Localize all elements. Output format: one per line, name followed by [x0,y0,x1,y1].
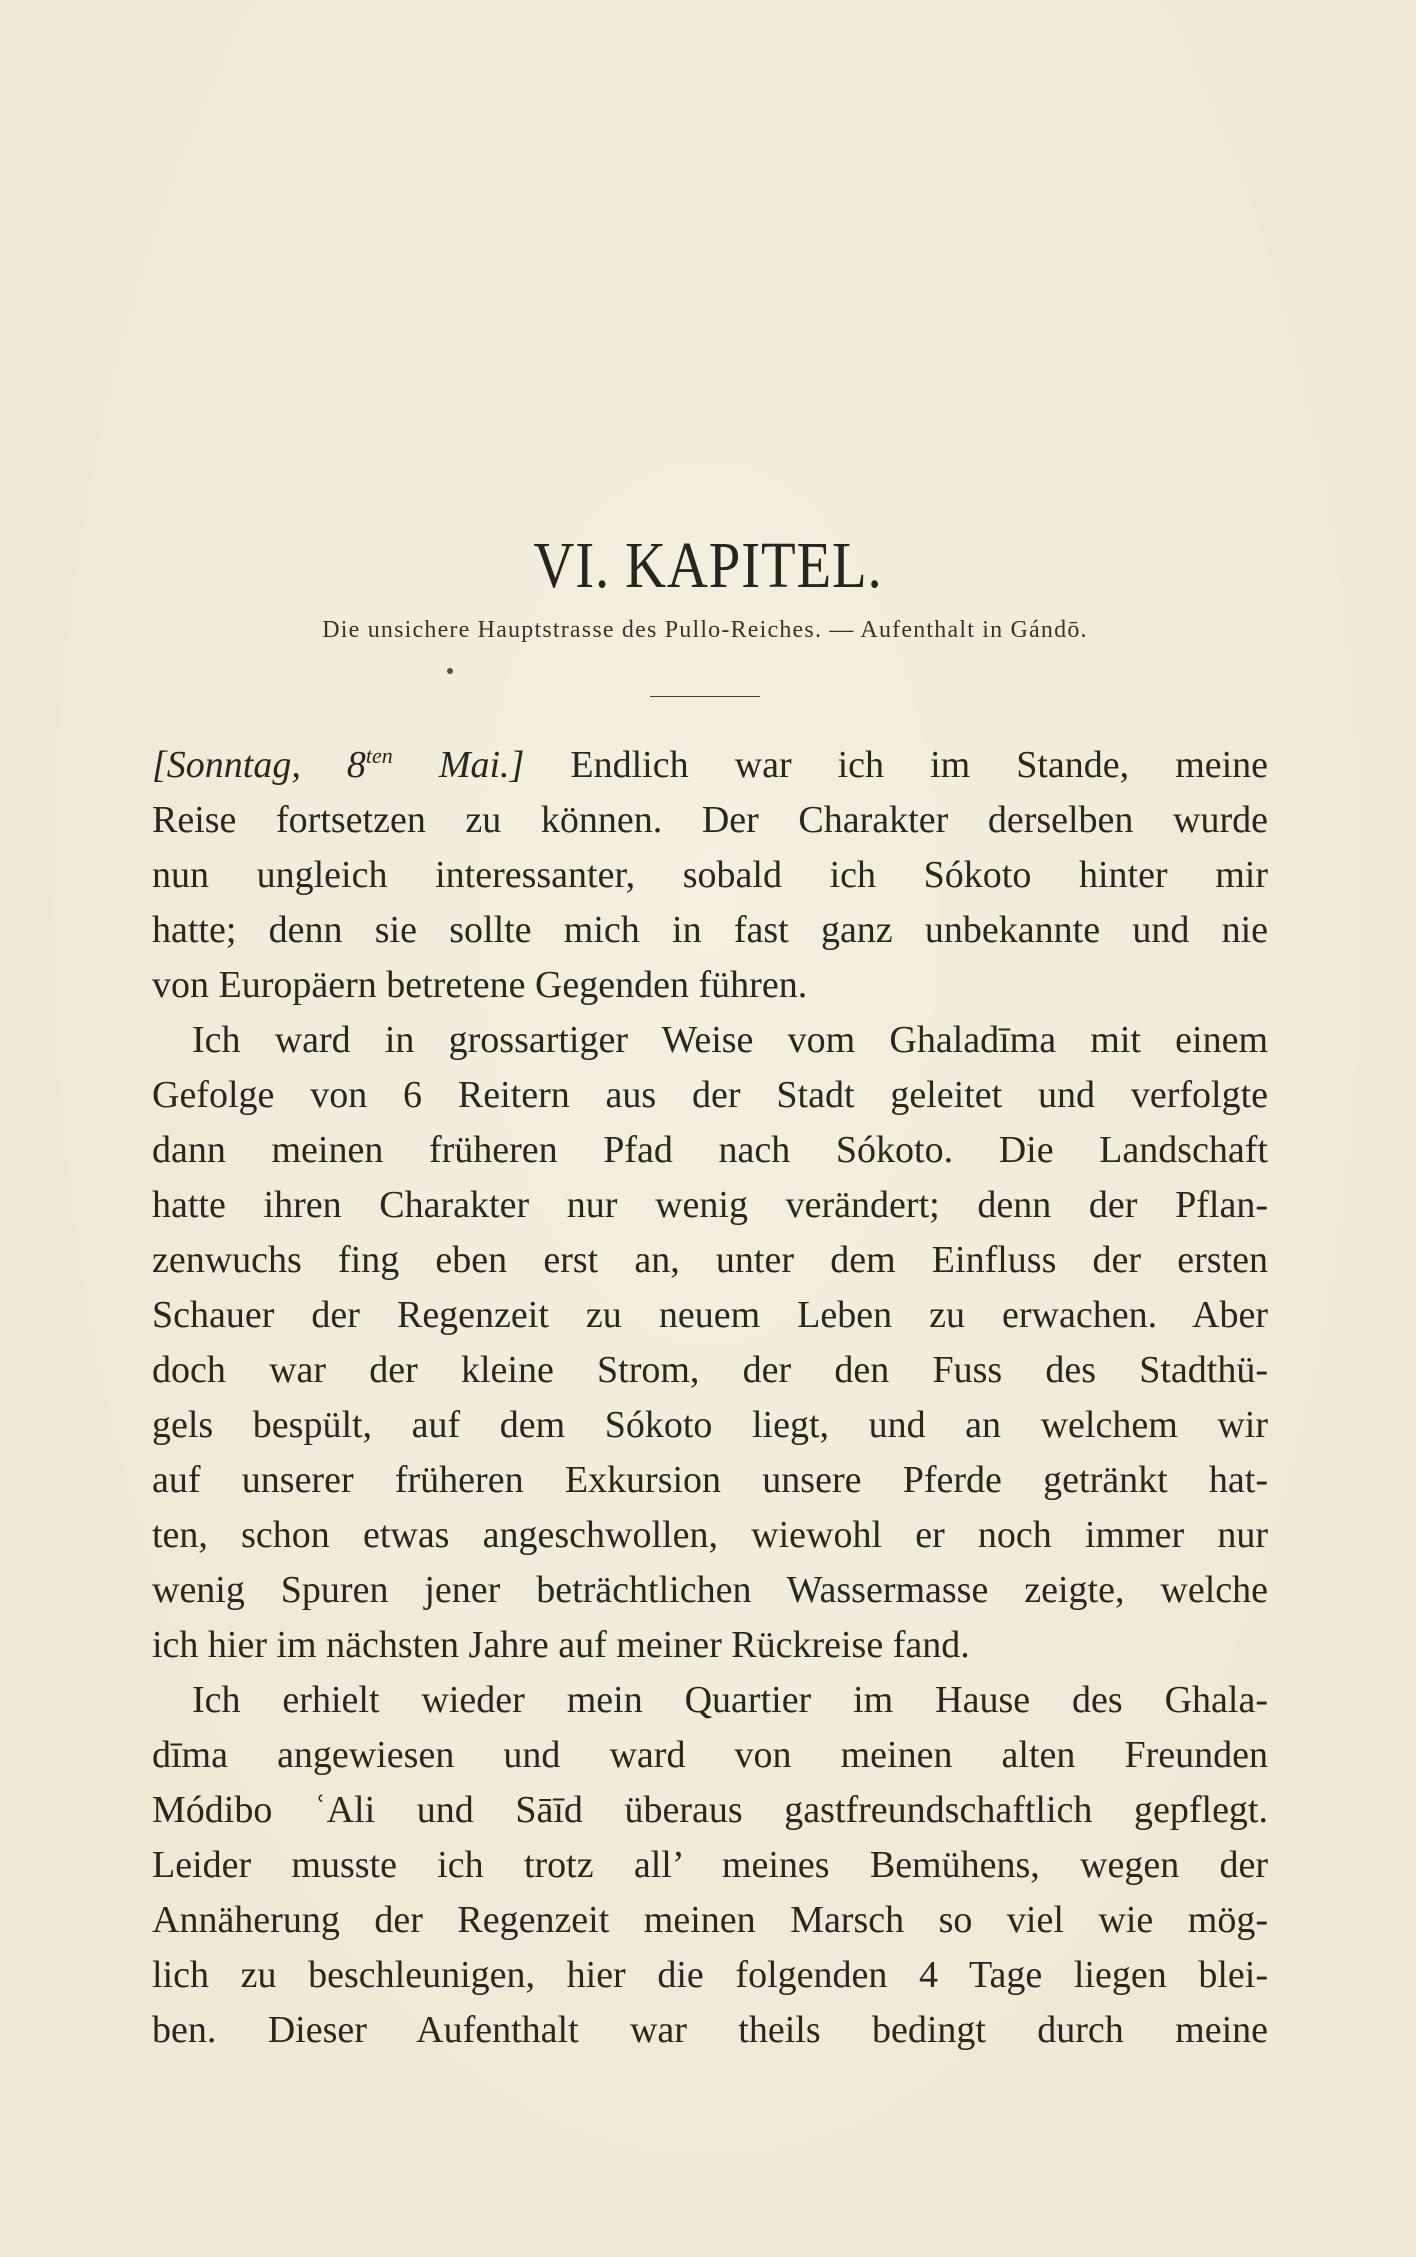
date-note: [Sonntag, $8^{ten}$ Mai.] [152,743,525,786]
section-rule [650,696,760,697]
text-line: dīma angewiesen und ward von meinen alten Freunden [152,1734,1268,1776]
text-line: Ich erhielt wieder mein Quartier im Hause des Ghala- [192,1679,1268,1721]
text-line: wenig Spuren jener beträchtlichen Wassermasse zeigte, welche [152,1569,1268,1611]
text-line: Reise fortsetzen zu können. Der Charakter derselben wurde [152,799,1268,841]
text-line: gels bespült, auf dem Sókoto liegt, und an welchem wir [152,1404,1268,1446]
chapter-title: VI. KAPITEL. [533,529,883,602]
text-line: doch war der kleine Strom, der den Fuss des Stadthü- [152,1349,1268,1391]
ink-speck [447,668,453,674]
text-line: [Sonntag, $8^{ten}$ Mai.] Endlich war ich im Stande, meine [152,743,1269,786]
text-line: Gefolge von 6 Reitern aus der Stadt geleitet und verfolgte [152,1074,1268,1116]
text-line: ben. Dieser Aufenthalt war theils bedingt durch meine [152,2009,1268,2051]
text-line: zenwuchs fing eben erst an, unter dem Einfluss der ersten [152,1239,1268,1281]
text-line: Ich ward in grossartiger Weise vom Ghaladīma mit einem [192,1019,1268,1061]
text-line: von Europäern betretene Gegenden führen. [152,964,808,1006]
text-line: Annäherung der Regenzeit meinen Marsch so viel wie mög- [152,1899,1268,1941]
text-line: hatte ihren Charakter nur wenig verändert; denn der Pflan- [152,1184,1268,1226]
text-line: Módibo ʿAli und Sāīd überaus gastfreundschaftlich gepflegt. [152,1789,1268,1831]
body-text [152,738,1268,2058]
chapter-subtitle: Die unsichere Hauptstrasse des Pullo-Reiches. — Aufenthalt in Gándō. [322,617,1088,643]
text-line: nun ungleich interessanter, sobald ich Sókoto hinter mir [152,854,1268,896]
text-line: Schauer der Regenzeit zu neuem Leben zu erwachen. Aber [152,1294,1268,1336]
text-line: lich zu beschleunigen, hier die folgenden 4 Tage liegen blei- [152,1954,1268,1996]
text-line: ten, schon etwas angeschwollen, wiewohl er noch immer nur [152,1514,1268,1556]
text-line: hatte; denn sie sollte mich in fast ganz unbekannte und nie [152,909,1268,951]
text-line: Leider musste ich trotz all’ meines Bemühens, wegen der [152,1844,1268,1886]
text-line: dann meinen früheren Pfad nach Sókoto. Die Landschaft [152,1129,1268,1171]
text-line: ich hier im nächsten Jahre auf meiner Rückreise fand. [152,1624,970,1666]
text-line: auf unserer früheren Exkursion unsere Pferde getränkt hat- [152,1459,1268,1501]
